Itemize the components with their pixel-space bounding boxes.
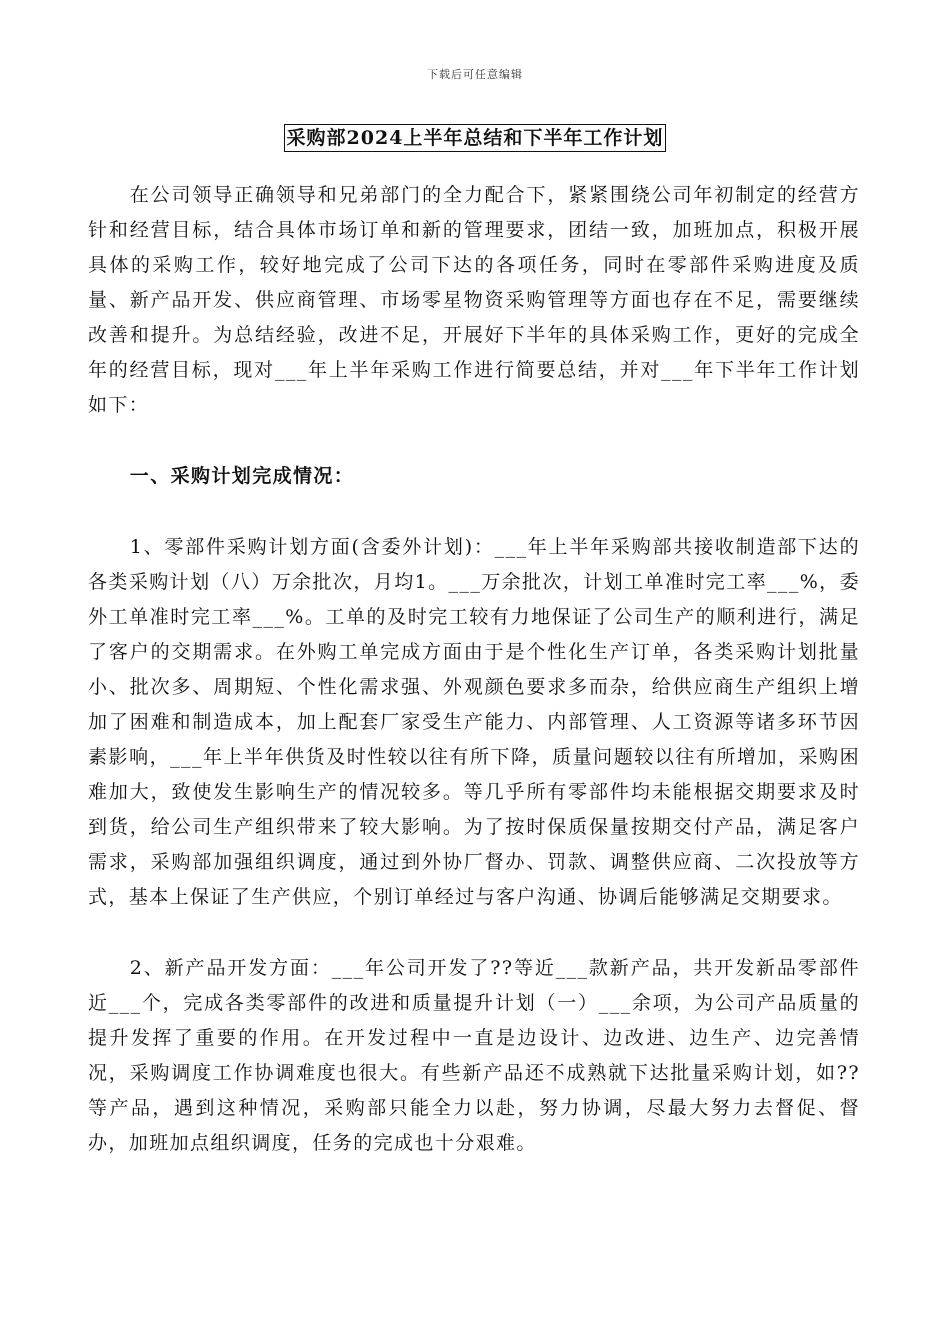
- section-heading: 一、采购计划完成情况：: [129, 465, 355, 487]
- document-body: [88, 178, 860, 1161]
- header-note: 下载后可任意编辑: [427, 68, 523, 81]
- title-container: [0, 124, 950, 152]
- document-title: 采购部2024上半年总结和下半年工作计划: [284, 124, 667, 152]
- item2-paragraph: 2、新产品开发方面：___年公司开发了??等近___款新产品，共开发新品零部件近___个，完成各类零部件的改进和质量提升计划（一）___余项，为公司产品质量的提升发挥了重要的作用。在开发过程中一直是边设计、边改进、边生产、边完善情况，采购调度工作协调难度也很大。有些新产品还不成熟就下达批量采购计划，如??等产品，遇到这种情况，采购部只能全力以赴，努力协调，尽最大努力去督促、督办，加班加点组织调度，任务的完成也十分艰难。: [88, 957, 860, 1154]
- intro-paragraph: 在公司领导正确领导和兄弟部门的全力配合下，紧紧围绕公司年初制定的经营方针和经营目标，结合具体市场订单和新的管理要求，团结一致，加班加点，积极开展具体的采购工作，较好地完成了公司下达的各项任务，同时在零部件采购进度及质量、新产品开发、供应商管理、市场零星物资采购管理等方面也存在不足，需要继续改善和提升。为总结经验，改进不足，开展好下半年的具体采购工作，更好的完成全年的经营目标，现对___年上半年采购工作进行简要总结，并对___年下半年工作计划如下：: [88, 184, 860, 416]
- item1-paragraph: 1、零部件采购计划方面(含委外计划)：___年上半年采购部共接收制造部下达的各类采购计划（八）万余批次，月均1。___万余批次，计划工单准时完工率___%，委外工单准时完工率___%。工单的及时完工较有力地保证了公司生产的顺利进行，满足了客户的交期需求。在外购工单完成方面由于是个性化生产订单，各类采购计划批量小、批次多、周期短、个性化需求强、外观颜色要求多而杂，给供应商生产组织上增加了困难和制造成本，加上配套厂家受生产能力、内部管理、人工资源等诸多环节因素影响，___年上半年供货及时性较以往有所下降，质量问题较以往有所增加，采购困难加大，致使发生影响生产的情况较多。等几乎所有零部件均未能根据交期要求及时到货，给公司生产组织带来了较大影响。为了按时保质保量按期交付产品，满足客户需求，采购部加强组织调度，通过到外协厂督办、罚款、调整供应商、二次投放等方式，基本上保证了生产供应，个别订单经过与客户沟通、协调后能够满足交期要求。: [88, 536, 860, 908]
